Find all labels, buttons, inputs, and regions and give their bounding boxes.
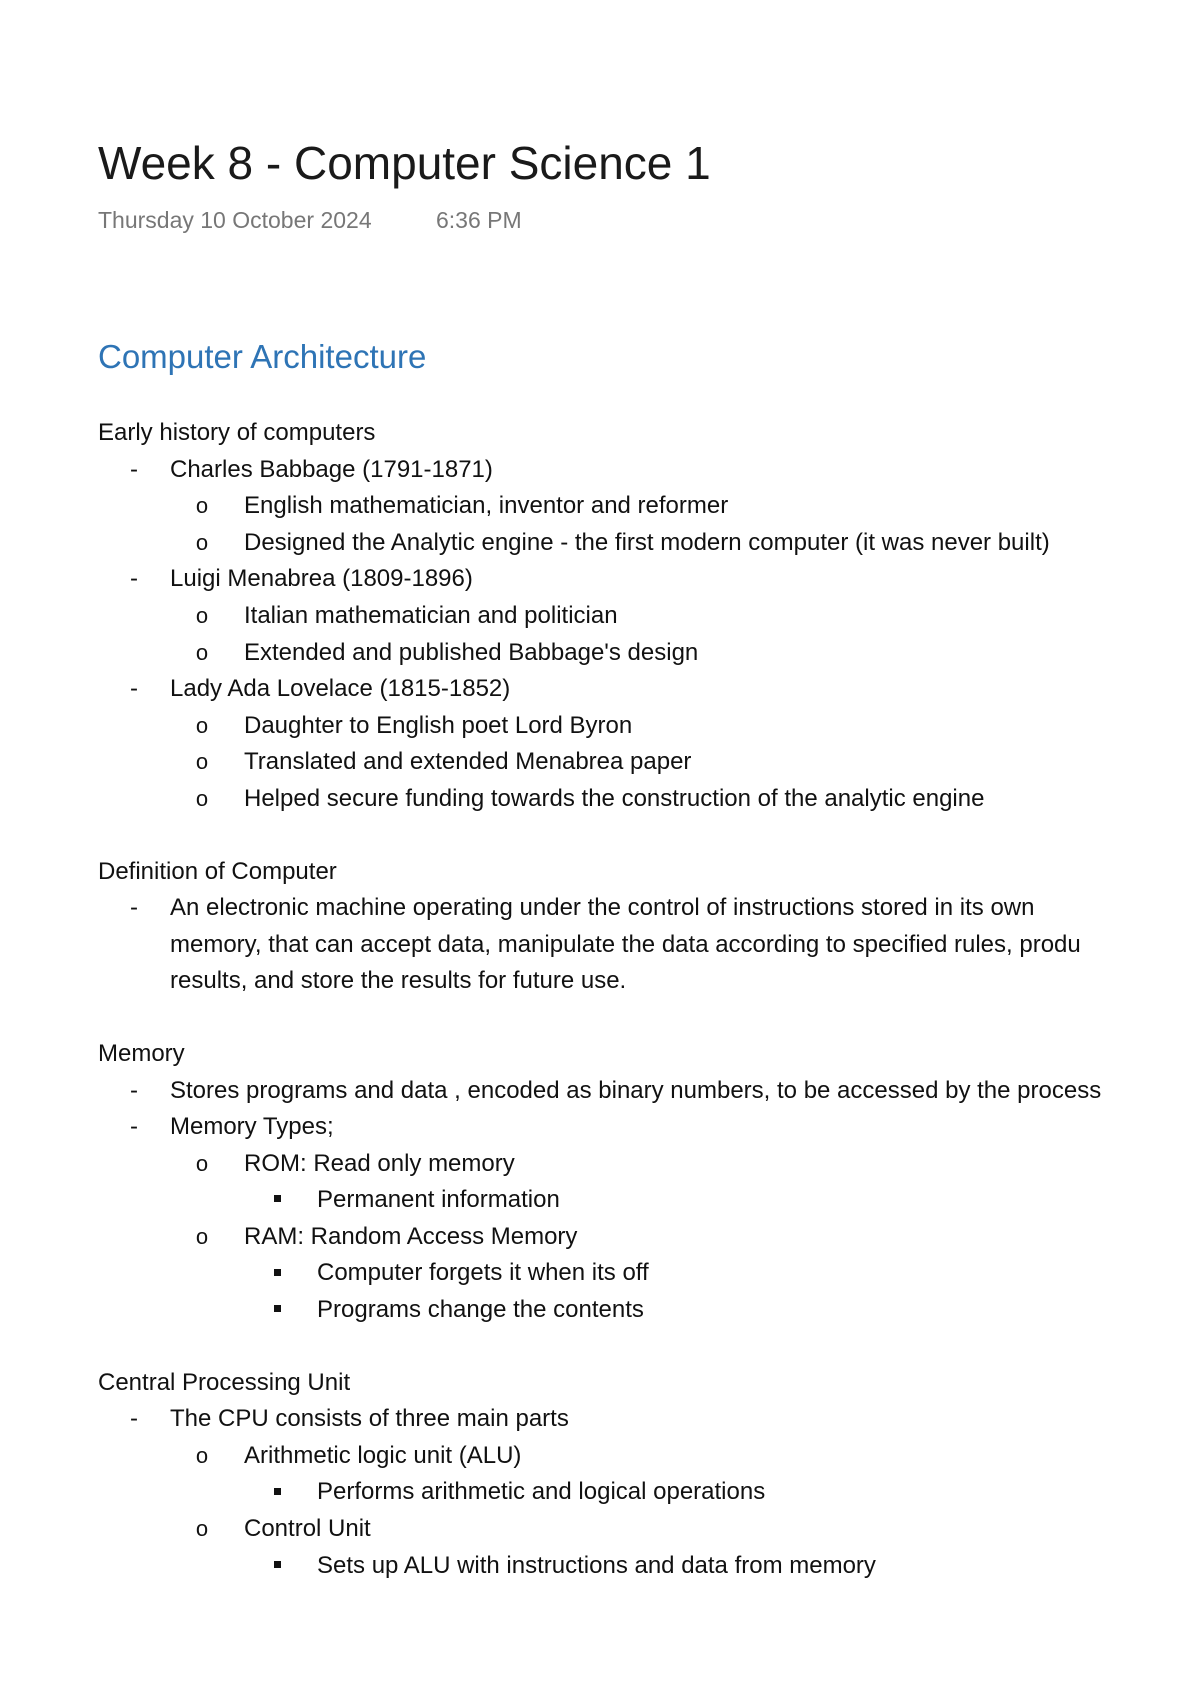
list-item-text: RAM: Random Access Memory <box>244 1222 578 1250</box>
note-body <box>98 415 1200 1584</box>
square-bullet-icon <box>267 1474 287 1511</box>
list-item-text: The CPU consists of three main parts <box>170 1405 569 1433</box>
list-item <box>98 1146 1200 1183</box>
list-item-text: Computer forgets it when its off <box>317 1259 649 1287</box>
list-item <box>98 1292 1200 1329</box>
section-title: Memory <box>98 1039 185 1067</box>
list-item-text: English mathematician, inventor and reformer <box>244 492 729 520</box>
definition-line: memory, that can accept data, manipulate the data according to specified rules, produ <box>170 930 1081 958</box>
circle-bullet: o <box>195 529 209 555</box>
dash-bullet: - <box>130 894 138 922</box>
list-item <box>98 1219 1200 1256</box>
page-title: Week 8 - Computer Science 1 <box>98 137 711 189</box>
list-item <box>98 708 1200 745</box>
list-item-text: Control Unit <box>244 1515 371 1543</box>
circle-bullet: o <box>195 493 209 519</box>
list-item-text: Italian mathematician and politician <box>244 601 618 629</box>
list-item-text: Arithmetic logic unit (ALU) <box>244 1441 522 1469</box>
circle-bullet: o <box>195 1150 209 1176</box>
section-cpu <box>98 1365 1200 1585</box>
section-early-history <box>98 415 1200 818</box>
list-item <box>98 635 1200 672</box>
section-memory <box>98 1036 1200 1329</box>
list-item <box>98 1474 1200 1511</box>
circle-bullet: o <box>195 712 209 738</box>
list-item <box>98 598 1200 635</box>
list-item <box>98 525 1200 562</box>
section-title: Definition of Computer <box>98 857 337 885</box>
list-item-text: Extended and published Babbage's design <box>244 638 699 666</box>
list-item <box>98 452 1200 489</box>
dash-bullet: - <box>130 675 138 703</box>
list-item <box>98 781 1200 818</box>
list-item <box>98 744 1200 781</box>
list-item-text: Designed the Analytic engine - the first modern computer (it was never built) <box>244 528 1050 556</box>
list-item <box>98 671 1200 708</box>
circle-bullet: o <box>195 1223 209 1249</box>
list-item <box>98 1401 1200 1438</box>
circle-bullet: o <box>195 1516 209 1542</box>
list-item-text: Helped secure funding towards the construction of the analytic engine <box>244 784 985 812</box>
list-item <box>98 1182 1200 1219</box>
definition-line: An electronic machine operating under the control of instructions stored in its own <box>170 894 1035 922</box>
page-date: Thursday 10 October 2024 <box>98 207 372 233</box>
list-item-text: Charles Babbage (1791-1871) <box>170 455 493 483</box>
list-item <box>98 488 1200 525</box>
list-item <box>98 1511 1200 1548</box>
list-item-text: Stores programs and data , encoded as binary numbers, to be accessed by the process <box>170 1076 1102 1104</box>
circle-bullet: o <box>195 1442 209 1468</box>
dash-bullet: - <box>130 1076 138 1104</box>
list-item-text: Lady Ada Lovelace (1815-1852) <box>170 675 511 703</box>
list-item-text: Luigi Menabrea (1809-1896) <box>170 565 473 593</box>
list-item <box>98 890 1200 1000</box>
page-time: 6:36 PM <box>436 207 522 233</box>
circle-bullet: o <box>195 785 209 811</box>
section-title: Early history of computers <box>98 419 376 446</box>
circle-bullet: o <box>195 639 209 665</box>
definition-line: results, and store the results for future use. <box>170 967 627 995</box>
square-bullet-icon <box>267 1548 287 1585</box>
list-item-text: Performs arithmetic and logical operations <box>317 1478 766 1506</box>
dash-bullet: - <box>130 1405 138 1433</box>
dash-bullet: - <box>130 1113 138 1141</box>
list-item <box>98 1438 1200 1475</box>
circle-bullet: o <box>195 749 209 775</box>
list-item <box>98 1255 1200 1292</box>
section-title: Central Processing Unit <box>98 1368 351 1396</box>
list-item <box>98 561 1200 598</box>
circle-bullet: o <box>195 602 209 628</box>
dash-bullet: - <box>130 455 138 483</box>
section-definition <box>98 854 1200 1000</box>
square-bullet-icon <box>267 1292 287 1329</box>
list-item-text: Programs change the contents <box>317 1296 644 1324</box>
square-bullet-icon <box>267 1255 287 1292</box>
dash-bullet: - <box>130 565 138 593</box>
list-item <box>98 1548 1200 1585</box>
page-metadata <box>98 204 522 236</box>
list-item-text: Permanent information <box>317 1186 560 1214</box>
section-heading: Computer Architecture <box>98 338 427 375</box>
list-item <box>98 1109 1200 1146</box>
list-item <box>98 1073 1200 1110</box>
list-item-text: ROM: Read only memory <box>244 1149 515 1177</box>
list-item-text: Daughter to English poet Lord Byron <box>244 711 633 739</box>
square-bullet-icon <box>267 1182 287 1219</box>
list-item-text: Memory Types; <box>170 1113 334 1141</box>
list-item-text: Sets up ALU with instructions and data from memory <box>317 1551 876 1579</box>
list-item-text: Translated and extended Menabrea paper <box>244 748 692 776</box>
